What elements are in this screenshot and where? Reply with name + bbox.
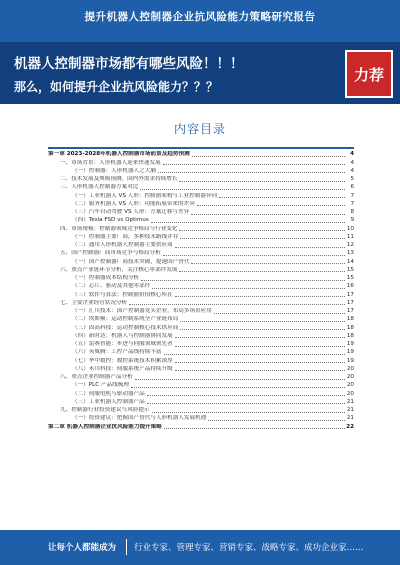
toc-entry-label: 三、人形机器人控制器方案对比 [60, 184, 139, 191]
toc-entry-page: 21 [346, 407, 354, 413]
toc-entry-label: （一）控制器成本结构分析 [72, 275, 140, 281]
hero-subline: 那么，如何提升企业抗风险能力？？？ [14, 80, 219, 94]
toc-entry-label: （一）汇川技术：国产控制器龙头企业，布局多场景应用 [72, 308, 212, 314]
toc-leader-dots [135, 379, 345, 380]
footer-divider [126, 539, 127, 555]
toc-entry-label: （二）伺服电机与驱动器产品 [72, 390, 145, 397]
toc-entry[interactable] [48, 224, 354, 232]
toc-leader-dots [175, 247, 345, 248]
toc-entry-page: 12 [346, 242, 354, 248]
toc-entry-label: 第二章 机器人控制器企业抗风险能力提升策略 [48, 423, 162, 430]
toc-entry-label: 八、重点企业控制器产品分析 [60, 374, 133, 380]
toc-entry-label: 第一章 2023-2028年机器人控制器市场前景及趋势预测 [48, 151, 190, 158]
toc-entry-label: （八）禾川科技：伺服系统产品持续升级 [72, 365, 173, 372]
toc-entry[interactable] [48, 183, 354, 191]
toc-entry-label: （六）英威腾：工控产品线持续丰富 [72, 349, 162, 356]
toc-leader-dots [180, 329, 345, 330]
toc-leader-dots [180, 238, 345, 239]
toc-entry-page: 8 [350, 209, 354, 215]
toc-leader-dots [151, 222, 345, 223]
toc-entry-label: （一）工业机器人 VS 人形：控制器架构与工业控制器异同 [72, 192, 218, 199]
toc-entry-label: （三）软件与算法：控制器价值核心所在 [72, 291, 173, 298]
toc-leader-dots [175, 337, 345, 338]
toc-entry-page: 15 [346, 266, 354, 273]
toc-entry-page: 5 [350, 176, 354, 182]
toc-leader-dots [179, 230, 345, 231]
toc-entry[interactable] [48, 389, 354, 397]
toc-entry[interactable] [48, 175, 354, 183]
toc-leader-dots [140, 189, 345, 190]
toc-entry-page: 4 [350, 167, 354, 174]
toc-entry-page: 20 [346, 374, 354, 380]
toc-entry[interactable] [48, 241, 354, 249]
toc-entry-page: 18 [346, 332, 354, 339]
toc-entry-page: 10 [346, 225, 354, 232]
toc-leader-dots [179, 181, 345, 182]
toc-entry-label: （二）芯片、驱动及其他零部件 [72, 283, 151, 290]
toc-title: 内容目录 [173, 122, 226, 136]
hero-banner [0, 42, 400, 104]
toc-leader-dots [191, 263, 345, 264]
toc-leader-dots [175, 346, 345, 347]
toc-divider [48, 147, 354, 149]
toc-entry[interactable] [48, 365, 354, 373]
toc-entry[interactable] [48, 158, 354, 166]
toc-leader-dots [197, 205, 345, 206]
toc-entry[interactable] [48, 422, 354, 430]
toc-entry[interactable] [48, 282, 354, 290]
header-banner [0, 0, 400, 42]
toc-leader-dots [214, 313, 345, 314]
toc-entry[interactable] [48, 373, 354, 381]
toc-entry-page: 20 [346, 382, 354, 389]
toc-entry-label: （二）埃斯顿：运动控制系统全产业链布局 [72, 316, 179, 323]
toc-entry-label: （二）服务机器人 VS 人形：功能拓展带来的差异 [72, 200, 195, 207]
toc-entry-page: 18 [346, 324, 354, 331]
toc-entry[interactable] [48, 356, 354, 364]
footer-banner [0, 530, 400, 565]
toc-leader-dots [152, 412, 345, 413]
toc-entry[interactable] [48, 200, 354, 208]
toc-entry[interactable] [48, 348, 354, 356]
toc-entry-page: 6 [350, 184, 354, 191]
toc-leader-dots [180, 321, 345, 322]
toc-entry-label: （三）汽车自动驾驶 VS 人形：方案迁移与差异 [72, 209, 190, 215]
toc-entry[interactable] [48, 323, 354, 331]
toc-entry-label: 四、市场规模：控制器领域竞争格局与行业变化 [60, 225, 178, 232]
toc-entry-page: 20 [346, 365, 354, 372]
hero-headline: 机器人控制器市场都有哪些风险！！！ [14, 56, 244, 72]
toc-entry-page: 9 [350, 217, 354, 224]
toc-leader-dots [175, 362, 345, 363]
toc-entry[interactable] [48, 406, 354, 414]
toc-leader-dots [164, 428, 345, 429]
toc-leader-dots [129, 304, 345, 305]
toc-leader-dots [175, 370, 345, 371]
recommend-stamp: 力荐 [345, 50, 393, 98]
toc-entry-page: 7 [350, 192, 354, 199]
toc-entry-page: 16 [346, 283, 354, 290]
toc-entry-label: （一）控制器主要厂商，多种技术路线并存 [72, 233, 179, 240]
toc-leader-dots [131, 387, 345, 388]
report-title: 提升机器人控制器企业抗风险能力策略研究报告 [84, 11, 316, 23]
toc-entry[interactable] [48, 150, 354, 158]
toc-leader-dots [192, 156, 345, 157]
toc-entry-label: （五）雷赛智能：步进与伺服领域领先者 [72, 341, 173, 347]
toc-entry[interactable] [48, 191, 354, 199]
toc-entry-page: 17 [346, 299, 354, 306]
toc-entry-page: 17 [346, 291, 354, 298]
toc-leader-dots [152, 288, 345, 289]
toc-entry-page: 19 [346, 341, 354, 347]
toc-entry-page: 21 [346, 415, 354, 422]
toc-entry-label: 七、主要企业经营状况分析 [60, 299, 128, 306]
toc-entry[interactable] [48, 266, 354, 274]
toc-entry[interactable] [48, 307, 354, 315]
footer-roles: 行业专家、管理专家、营销专家、战略专家、成功企业家…… [134, 543, 364, 553]
toc-entry[interactable] [48, 290, 354, 298]
toc-leader-dots [191, 214, 345, 215]
toc-leader-dots [163, 255, 345, 256]
toc-entry-page: 7 [350, 200, 354, 207]
toc-entry-page: 19 [346, 357, 354, 364]
toc-leader-dots [147, 395, 345, 396]
toc-entry[interactable] [48, 414, 354, 422]
toc-entry-label: 五、国产控制器厂商市场竞争与格局分析 [60, 250, 161, 257]
toc-leader-dots [163, 164, 345, 165]
toc-entry[interactable] [48, 216, 354, 224]
toc-entry-page: 4 [350, 159, 354, 166]
toc-entry-page: 4 [350, 151, 354, 158]
toc-leader-dots [147, 403, 345, 404]
toc-entry-page: 13 [346, 250, 354, 257]
toc-entry[interactable] [48, 381, 354, 389]
toc-entry-label: 二、技术发展及规模预测，国内外需求持续增长 [60, 176, 178, 182]
toc-entry-page: 11 [346, 233, 354, 240]
toc-entry-label: （四）新时达：机器人与控制器协同发展 [72, 332, 173, 339]
toc-entry-page: 22 [346, 423, 354, 430]
toc-entry[interactable] [48, 249, 354, 257]
toc-leader-dots [219, 197, 345, 198]
toc-entry[interactable] [48, 340, 354, 348]
toc-entry-label: （一）投资建议：把握国产替代与人形机器人发展机遇 [72, 415, 207, 422]
toc-entry[interactable] [48, 167, 354, 175]
toc-entry[interactable] [48, 274, 354, 282]
toc-leader-dots [175, 296, 345, 297]
toc-entry[interactable] [48, 315, 354, 323]
toc-entry-label: （四）Tesla FSD vs Optimus [72, 217, 149, 224]
toc-entry-label: （二）通用人形机器人控制器主要供应商 [72, 242, 173, 248]
toc-entry[interactable] [48, 233, 354, 241]
toc-entry-page: 14 [346, 258, 354, 265]
toc-entry-page: 20 [346, 390, 354, 397]
toc-entry-page: 15 [346, 275, 354, 281]
toc-leader-dots [164, 354, 345, 355]
toc-entry-label: （一）国产控制器厂商技术突破，提速国产替代 [72, 258, 190, 265]
toc-entry-label: 一、市场背景：人形机器人迎来快速发展 [60, 159, 161, 166]
toc-entry-label: （三）固高科技：运动控制核心技术供应商 [72, 324, 179, 331]
toc-entry-label: （七）华中数控：数控系统技术积累深厚 [72, 357, 173, 364]
toc-leader-dots [208, 420, 345, 421]
table-of-contents [48, 150, 354, 431]
toc-entry-label: （三）工业机器人控制器产品 [72, 398, 145, 405]
toc-entry[interactable] [48, 257, 354, 265]
toc-entry-page: 21 [346, 398, 354, 405]
toc-leader-dots [179, 271, 345, 272]
toc-leader-dots [141, 280, 345, 281]
toc-entry-label: （一）PLC 产品线梳理 [72, 382, 129, 389]
toc-entry[interactable] [48, 299, 354, 307]
footer-slogan: 让每个人都能成为 [48, 543, 117, 553]
toc-entry-page: 18 [346, 316, 354, 323]
toc-entry-page: 19 [346, 349, 354, 356]
toc-entry[interactable] [48, 398, 354, 406]
toc-entry-page: 17 [346, 308, 354, 314]
toc-entry-label: 九、控制器行业投资建议与风险提示 [60, 407, 150, 413]
toc-entry[interactable] [48, 208, 354, 216]
toc-entry-label: 六、重点产业链环节分析，关注核心零部件发展 [60, 266, 178, 273]
toc-entry[interactable] [48, 332, 354, 340]
toc-leader-dots [158, 172, 345, 173]
toc-entry-label: （一）控制器：人形机器人之大脑 [72, 167, 156, 174]
